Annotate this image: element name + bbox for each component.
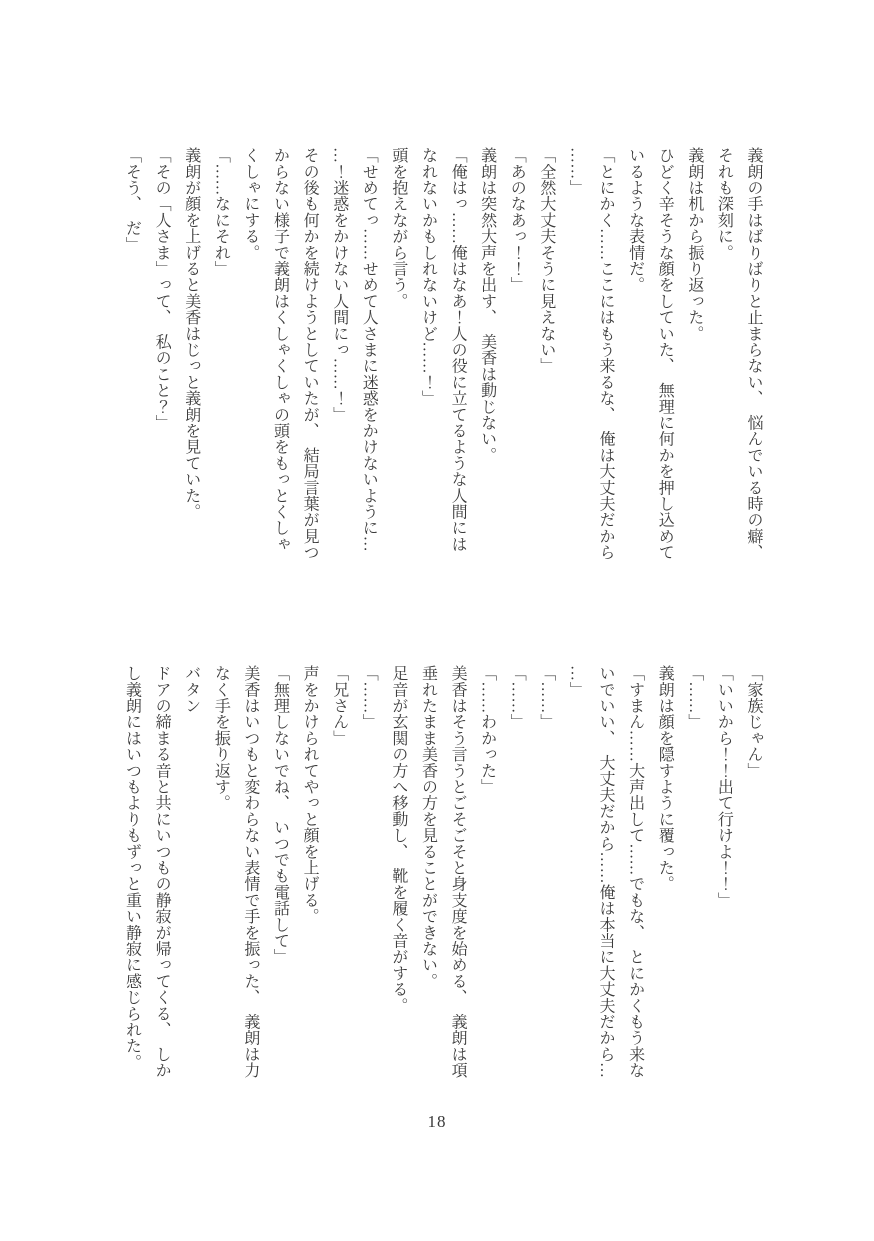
text-line: 頭を抱えながら言う。 <box>389 147 407 309</box>
paragraph-block-bottom <box>117 665 768 1105</box>
page-number: 18 <box>427 1112 447 1131</box>
text-line: 「全然大丈夫そうに見えない」 <box>537 147 555 374</box>
text-line: なれないかもしれないけど……！」 <box>419 147 437 407</box>
text-line: …」 <box>567 665 585 698</box>
text-line: 「兄さん」 <box>330 665 348 746</box>
text-line: からない様子で義朗はくしゃくしゃの頭をもっとくしゃ <box>271 147 289 552</box>
text-line: ひどく辛そうな顔をしていた、 無理に何かを押し込めて <box>656 147 674 561</box>
text-line: 足音が玄関の方へ移動し、 靴を履く音がする。 <box>389 665 407 1014</box>
text-line: 「……」 <box>537 665 555 730</box>
text-line: いるような表情だ。 <box>626 147 644 293</box>
text-line: 美香はいつもと変わらない表情で手を振った、 義朗は力 <box>241 665 259 1079</box>
text-line: その後も何かを続けようとしていたが、 結局言葉が見つ <box>301 147 319 561</box>
text-line: いでいい、 大丈夫だから……俺は本当に大丈夫だから… <box>597 665 615 1079</box>
text-line: 義朗が顔を上げると美香はじっと義朗を見ていた。 <box>182 147 200 520</box>
text-line: 声をかけられてやっと顔を上げる。 <box>301 665 319 925</box>
text-line: 「無理しないでね、 いつでも電話して」 <box>271 665 289 965</box>
text-line: し義朗にはいつもよりもずっと重い静寂に感じられた。 <box>123 665 141 1070</box>
text-line: ……」 <box>567 147 585 196</box>
text-line: 義朗の手はばりばりと止まらない、 悩んでいる時の癖、 <box>745 147 762 561</box>
text-line: 「家族じゃん」 <box>745 665 762 779</box>
text-line: 「いいから！！出て行けよ！！」 <box>715 665 733 908</box>
paragraph-block-top <box>117 147 768 587</box>
text-line: 「……なにそれ」 <box>212 147 230 277</box>
text-line: バタン <box>182 665 200 714</box>
text-line: 「……」 <box>360 665 378 730</box>
text-line: 「すまん……大声出して……でもな、 とにかくもう来な <box>626 665 644 1079</box>
text-line: 「……わかった」 <box>478 665 496 795</box>
text-line: くしゃにする。 <box>241 147 259 261</box>
text-line: 「俺はっ……俺はなあ！人の役に立てるような人間には <box>449 147 467 552</box>
text-line: 「……」 <box>508 665 526 730</box>
text-line: 義朗は机から振り返った。 <box>685 147 703 342</box>
text-line: 「あのなあっ！！」 <box>508 147 526 293</box>
text-line: 義朗は突然大声を出す、 美香は動じない。 <box>478 147 496 463</box>
text-line: …！迷惑をかけない人間にっ……！」 <box>330 147 348 423</box>
text-line: 「とにかく……ここにはもう来るな、 俺は大丈夫だから <box>597 147 615 561</box>
text-line: なく手を振り返す。 <box>212 665 230 811</box>
text-line: ドアの締まる音と共にいつもの静寂が帰ってくる、 しか <box>153 665 171 1079</box>
text-line: 「その「人さま」って、 私のこと？」 <box>153 147 171 431</box>
text-line: 美香はそう言うとごそごそと身支度を始める、 義朗は項 <box>449 665 467 1079</box>
text-line: 「……」 <box>685 665 703 730</box>
text-line: 「そう、 だ」 <box>123 147 141 253</box>
text-line: 垂れたまま美香の方を見ることができない。 <box>419 665 437 989</box>
text-line: 義朗は顔を隠すように覆った。 <box>656 665 674 892</box>
text-line: 「せめてっ……せめて人さまに迷惑をかけないように… <box>360 147 378 552</box>
text-line: それも深刻に。 <box>715 147 733 261</box>
